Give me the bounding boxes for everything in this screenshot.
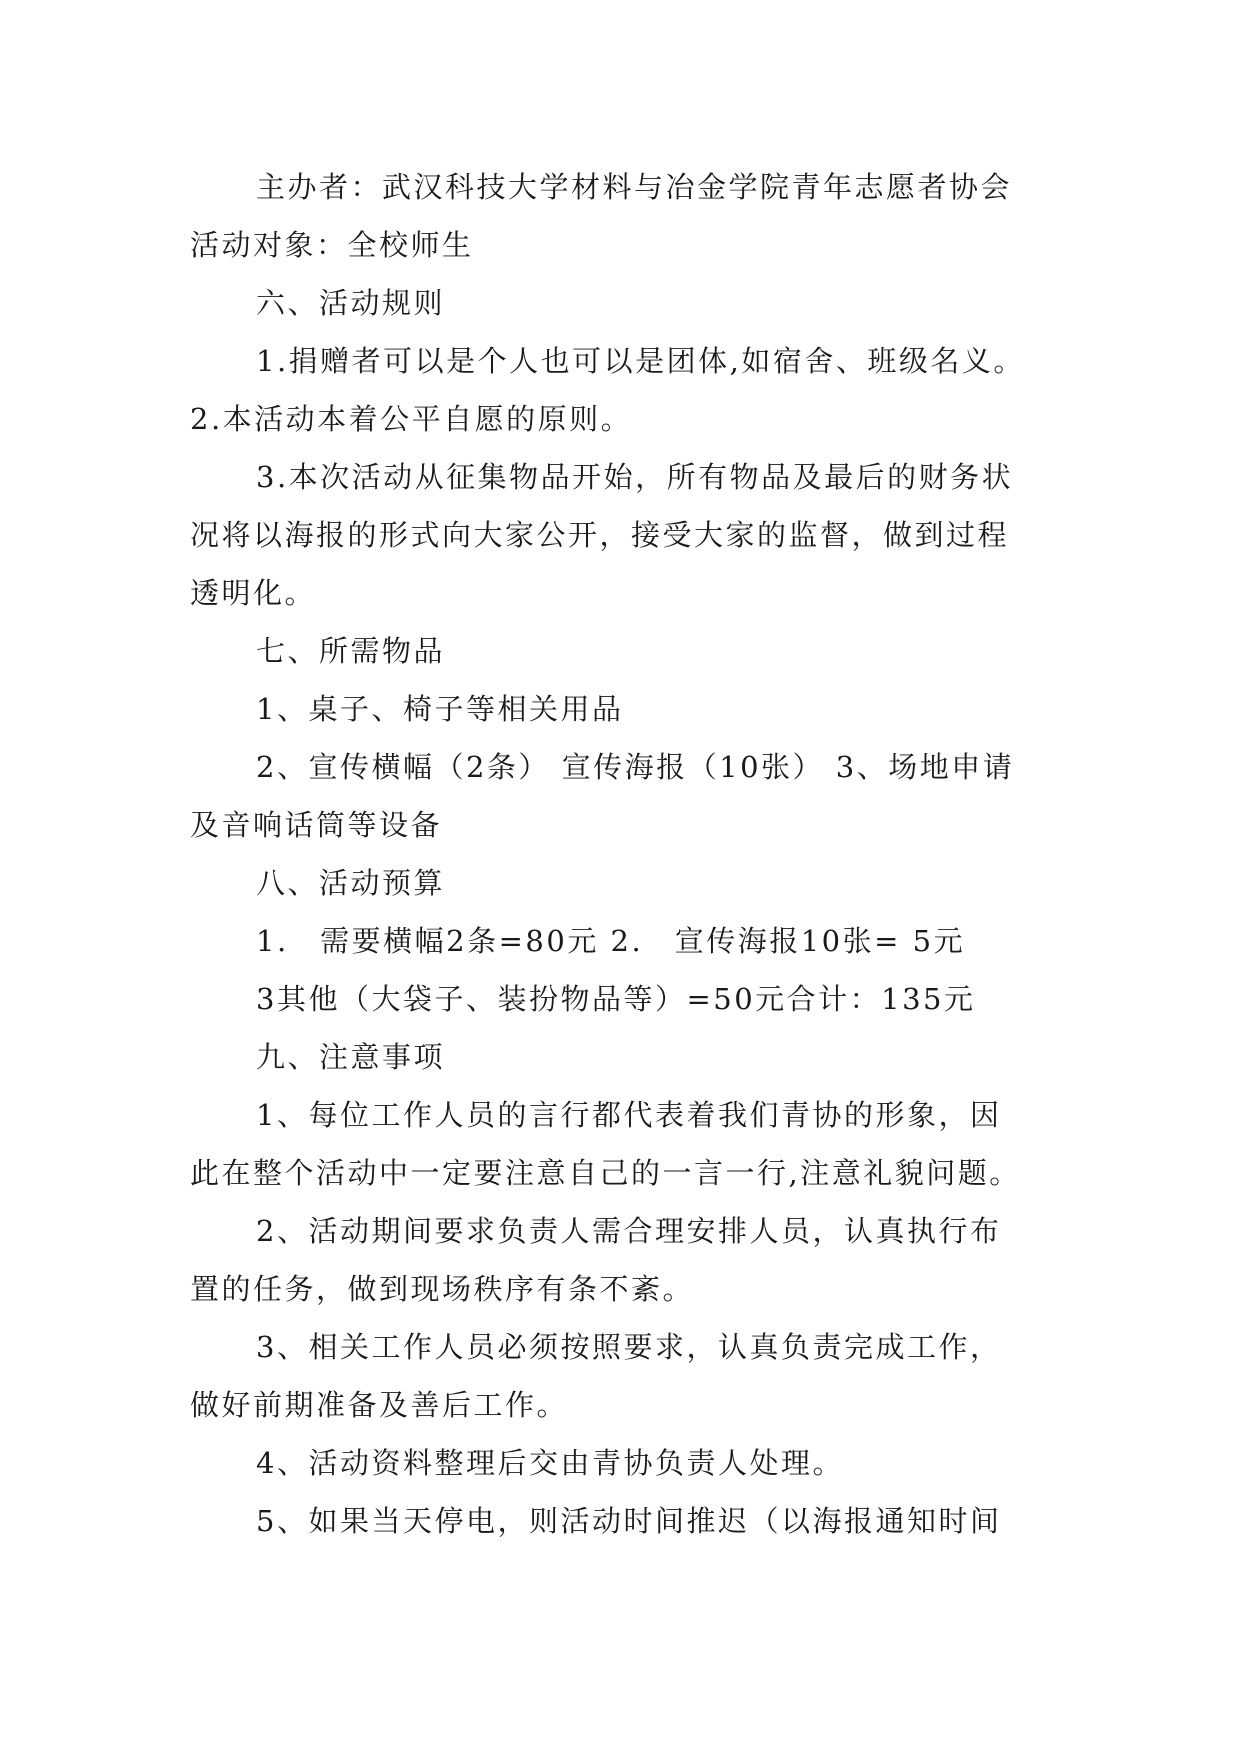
rule-item-1: 1.捐赠者可以是个人也可以是团体,如宿舍、班级名义。 [256, 344, 1025, 378]
note-3-line-2: 做好前期准备及善后工作。 [190, 1388, 569, 1422]
document-body [190, 158, 1070, 1550]
section-heading-notes: 九、注意事项 [256, 1040, 446, 1074]
rule-item-3-line-1: 3.本次活动从征集物品开始，所有物品及最后的财务状 [256, 460, 1014, 494]
note-2-line-2: 置的任务，做到现场秩序有条不紊。 [190, 1272, 695, 1306]
materials-item-1: 1、桌子、椅子等相关用品 [256, 692, 624, 726]
section-heading-budget: 八、活动预算 [256, 866, 446, 900]
section-heading-materials: 七、所需物品 [256, 634, 446, 668]
materials-item-2-line-2: 及音响话筒等设备 [190, 808, 443, 842]
materials-item-2-line-1: 2、宣传横幅（2条） 宣传海报（10张） 3、场地申请 [256, 750, 1015, 784]
rule-item-3-line-2: 况将以海报的形式向大家公开，接受大家的监督，做到过程 [190, 518, 1010, 552]
section-heading-rules: 六、活动规则 [256, 286, 446, 320]
note-2-line-1: 2、活动期间要求负责人需合理安排人员，认真执行布 [256, 1214, 1002, 1248]
budget-line-1: 1. 需要横幅2条=80元 2. 宣传海报10张= 5元 [256, 924, 966, 958]
budget-line-2: 3其他（大袋子、装扮物品等）=50元合计：135元 [256, 982, 976, 1016]
audience-line: 活动对象：全校师生 [190, 228, 474, 262]
note-4: 4、活动资料整理后交由青协负责人处理。 [256, 1446, 844, 1480]
rule-item-2: 2.本活动本着公平自愿的原则。 [190, 402, 633, 436]
note-5-line-1: 5、如果当天停电，则活动时间推迟（以海报通知时间 [256, 1504, 1002, 1538]
note-1-line-2: 此在整个活动中一定要注意自己的一言一行,注意礼貌问题。 [190, 1156, 1021, 1190]
note-1-line-1: 1、每位工作人员的言行都代表着我们青协的形象，因 [256, 1098, 1002, 1132]
note-3-line-1: 3、相关工作人员必须按照要求，认真负责完成工作， [256, 1330, 1002, 1364]
rule-item-3-line-3: 透明化。 [190, 576, 317, 610]
organizer-line: 主办者：武汉科技大学材料与冶金学院青年志愿者协会 [256, 170, 1013, 204]
